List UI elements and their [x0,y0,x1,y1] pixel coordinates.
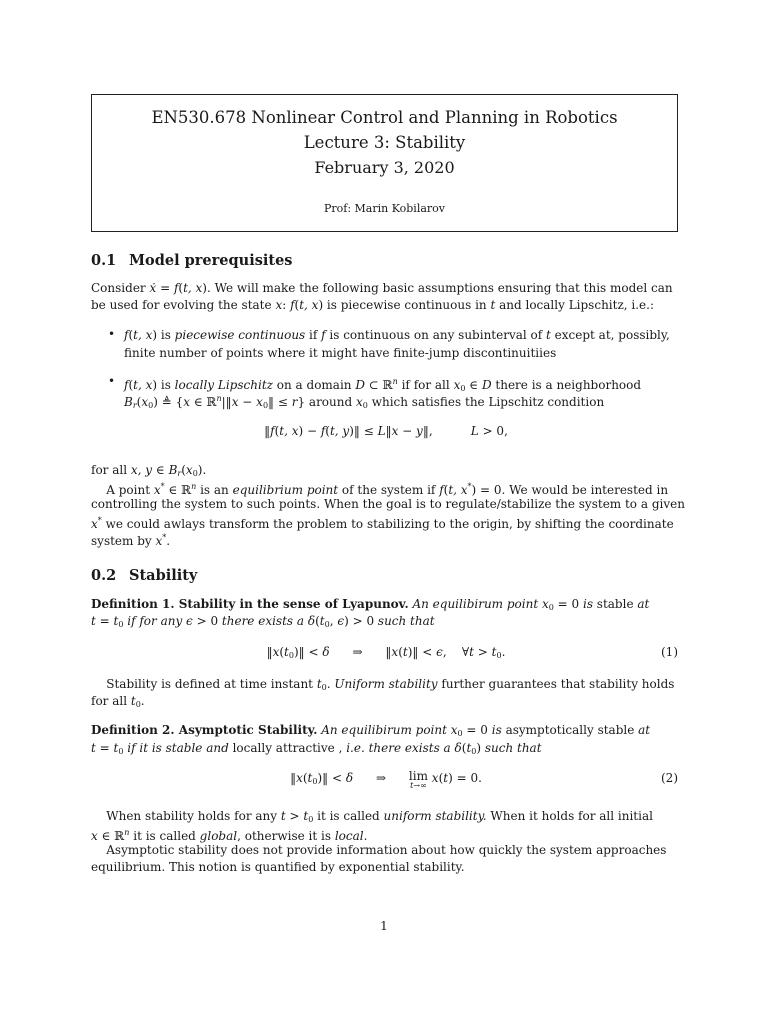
paragraph-line: for all x, y ∈ $B_r(x_0)$. [91,463,207,478]
author-line: Prof: Marin Kobilarov [323,202,445,215]
definition-line: $t = t_0$ if it is stable and locally attractive , i.e. there exists a $\delta(t_0)$ such that [91,741,542,756]
equation-1: $‖x(t_0)‖ < \delta$ ⇒ ‖x(t)‖ < ϵ, ∀t > $t_0$. [266,645,506,660]
definition-line: Definition 1. Stability in the sense of Lyapunov. An equilibirum point $x_0 = 0$ is stable at [91,597,650,612]
equation-number: (2) [661,771,678,785]
section-number: 0.1 [91,252,117,269]
equation-2: $‖x(t_0)‖ < \delta$ ⇒ lim t→∞ x(t) = 0. [290,769,482,790]
bullet-item-line: finite number of points where it might have finite-jump discontinuitiies [124,346,557,360]
paragraph-line: x ∈ ℝ$^n$ it is called global, otherwise it is local. [91,828,368,843]
section-title: Stability [129,567,198,584]
paragraph-line: Stability is defined at time instant $t_0$. Uniform stability further guarantees that stability holds [91,677,675,692]
course-title: EN530.678 Nonlinear Control and Planning in Robotics [151,108,618,127]
page-number: 1 [380,919,388,933]
paragraph-line: be used for evolving the state x: f(t, x) is piecewise continuous in t and locally Lipschitz, i.e.: [91,298,655,312]
paragraph-line: equilibrium. This notion is quantified by exponential stability. [91,860,465,874]
title-block [91,94,678,232]
paragraph-line: x* we could awlays transform the problem to stabilizing to the origin, by shifting the coordinate [91,516,674,531]
lecture-title: Lecture 3: Stability [303,133,466,152]
paragraph-line: When stability holds for any $t > t_0$ it is called uniform stability. When it holds for all initial [91,809,653,824]
paragraph-line: A point x* ∈ ℝ$^n$ is an equilibrium point of the system if f(t, x*) = 0. We would be interested in [91,482,669,497]
section-number: 0.2 [91,567,117,584]
lecture-date: February 3, 2020 [314,158,455,177]
section-heading-stability [91,567,197,584]
bullet-item-line: f(t, x) is locally Lipschitz on a domain D ⊂ ℝ$^n$ if for all $x_0$ ∈ D there is a neighborhood [124,377,642,393]
paragraph-line: system by x*. [91,533,171,548]
section-title: Model prerequisites [129,252,293,269]
equation-number: (1) [661,645,678,659]
section-heading-model-prerequisites [91,252,292,269]
lipschitz-condition-equation: ‖f(t, x) − f(t, y)‖ ≤ L‖x − y‖, L > 0, [264,424,508,438]
bullet-marker: • [108,327,116,341]
paragraph-line: controlling the system to such points. When the goal is to regulate/stabilize the system to a given [91,497,685,511]
definition-line: Definition 2. Asymptotic Stability. An equilibirum point $x_0 = 0$ is asymptotically stable at [91,723,651,738]
bullet-item-line: f(t, x) is piecewise continuous if f is continuous on any subinterval of t except at, possibly, [124,328,670,342]
paragraph-line: Asymptotic stability does not provide information about how quickly the system approaches [91,843,667,857]
bullet-marker: • [108,374,116,388]
paragraph-line: Consider ẋ = f(t, x). We will make the following basic assumptions ensuring that this model can [91,281,673,295]
paragraph-line: for all $t_0$. [91,694,145,709]
definition-line: $t = t_0$ if for any ϵ > 0 there exists a $\delta(t_0$, ϵ) > 0 such that [91,614,435,629]
bullet-item-line: $B_r(x_0)$ ≜ {x ∈ ℝ$^n$|‖x − $x_0‖ \le r$} around $x_0$ which satisfies the Lipschitz condition [124,394,605,410]
